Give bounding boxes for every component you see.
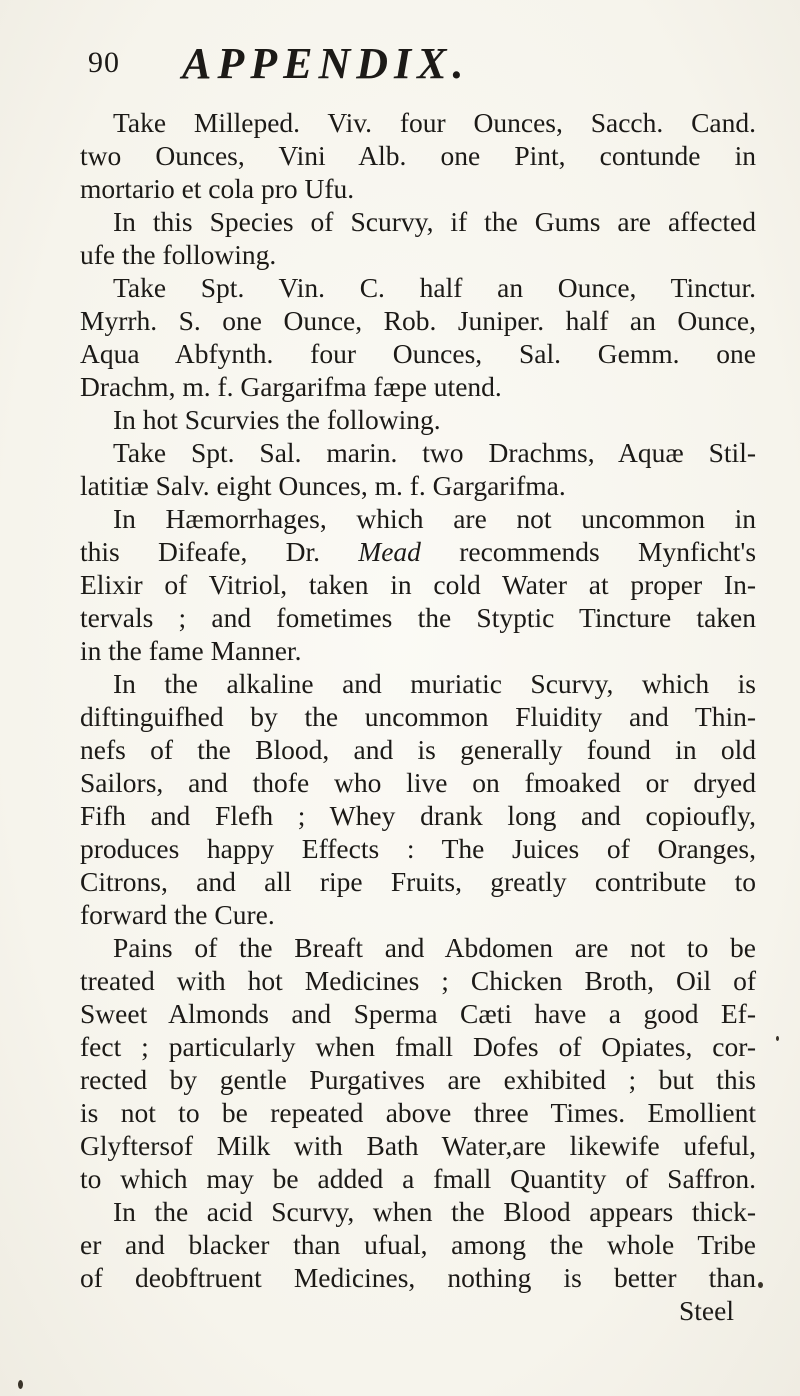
page-number: 90 — [88, 46, 120, 79]
text-line: nefs of the Blood, and is generally found in old — [80, 734, 756, 765]
text-line: Glyftersof Milk with Bath Water,are likewife ufeful, — [80, 1130, 756, 1161]
text-line: of deobftruent Medicines, nothing is better than — [80, 1262, 756, 1293]
text-line: Sweet Almonds and Sperma Cæti have a good Ef- — [80, 998, 756, 1029]
author-name: Mead — [358, 536, 421, 567]
text-line: two Ounces, Vini Alb. one Pint, contunde in — [80, 140, 756, 171]
paper-speck — [776, 1036, 779, 1041]
text-line: Elixir of Vitriol, taken in cold Water at proper In- — [80, 569, 756, 600]
catchword: Steel — [679, 1295, 734, 1326]
text-segment: this Difeafe, Dr. — [80, 536, 320, 567]
text-line: mortario et cola pro Ufu. — [80, 173, 355, 204]
text-line: Fifh and Flefh ; Whey drank long and copioufly, — [80, 800, 756, 831]
text-line: produces happy Effects : The Juices of Oranges, — [80, 833, 756, 864]
text-line: Drachm, m. f. Gargarifma fæpe utend. — [80, 371, 502, 402]
paper-speck — [18, 1380, 23, 1389]
body-text — [80, 106, 756, 1327]
text-line: rected by gentle Purgatives are exhibited ; but this — [80, 1064, 756, 1095]
text-line: diftinguifhed by the uncommon Fluidity and Thin- — [80, 701, 756, 732]
text-line: In this Species of Scurvy, if the Gums are affected — [113, 206, 756, 237]
text-line: forward the Cure. — [80, 899, 275, 930]
text-line — [80, 535, 756, 568]
text-line: to which may be added a fmall Quantity of Saffron. — [80, 1163, 756, 1194]
text-line: Sailors, and thofe who live on fmoaked or dryed — [80, 767, 756, 798]
text-line: tervals ; and fometimes the Styptic Tincture taken — [80, 602, 756, 633]
text-line: Take Spt. Sal. marin. two Drachms, Aquæ Stil- — [113, 437, 756, 468]
text-line: ufe the following. — [80, 239, 277, 270]
page-header — [88, 38, 728, 98]
text-line: treated with hot Medicines ; Chicken Broth, Oil of — [80, 965, 756, 996]
text-line: In hot Scurvies the following. — [113, 404, 441, 435]
text-line: Citrons, and all ripe Fruits, greatly contribute to — [80, 866, 756, 897]
text-line: Aqua Abfynth. four Ounces, Sal. Gemm. one — [80, 338, 756, 369]
text-line: Pains of the Breaft and Abdomen are not to be — [113, 932, 756, 963]
text-line: in the fame Manner. — [80, 635, 302, 666]
text-line: Take Milleped. Viv. four Ounces, Sacch. Cand. — [113, 107, 756, 138]
text-line: Take Spt. Vin. C. half an Ounce, Tinctur. — [113, 272, 756, 303]
text-line: In the alkaline and muriatic Scurvy, which is — [113, 668, 756, 699]
text-line: In Hæmorrhages, which are not uncommon in — [113, 503, 756, 534]
text-line: In the acid Scurvy, when the Blood appears thick- — [113, 1196, 756, 1227]
text-line: is not to be repeated above three Times. Emollient — [80, 1097, 756, 1128]
running-head: APPENDIX. — [182, 39, 470, 88]
text-line: er and blacker than ufual, among the whole Tribe — [80, 1229, 756, 1260]
text-line: fect ; particularly when fmall Dofes of Opiates, cor- — [80, 1031, 756, 1062]
paper-speck — [758, 1282, 763, 1288]
text-line: latitiæ Salv. eight Ounces, m. f. Gargarifma. — [80, 470, 566, 501]
text-segment: recommends Mynficht's — [459, 536, 757, 567]
text-line: Myrrh. S. one Ounce, Rob. Juniper. half an Ounce, — [80, 305, 756, 336]
